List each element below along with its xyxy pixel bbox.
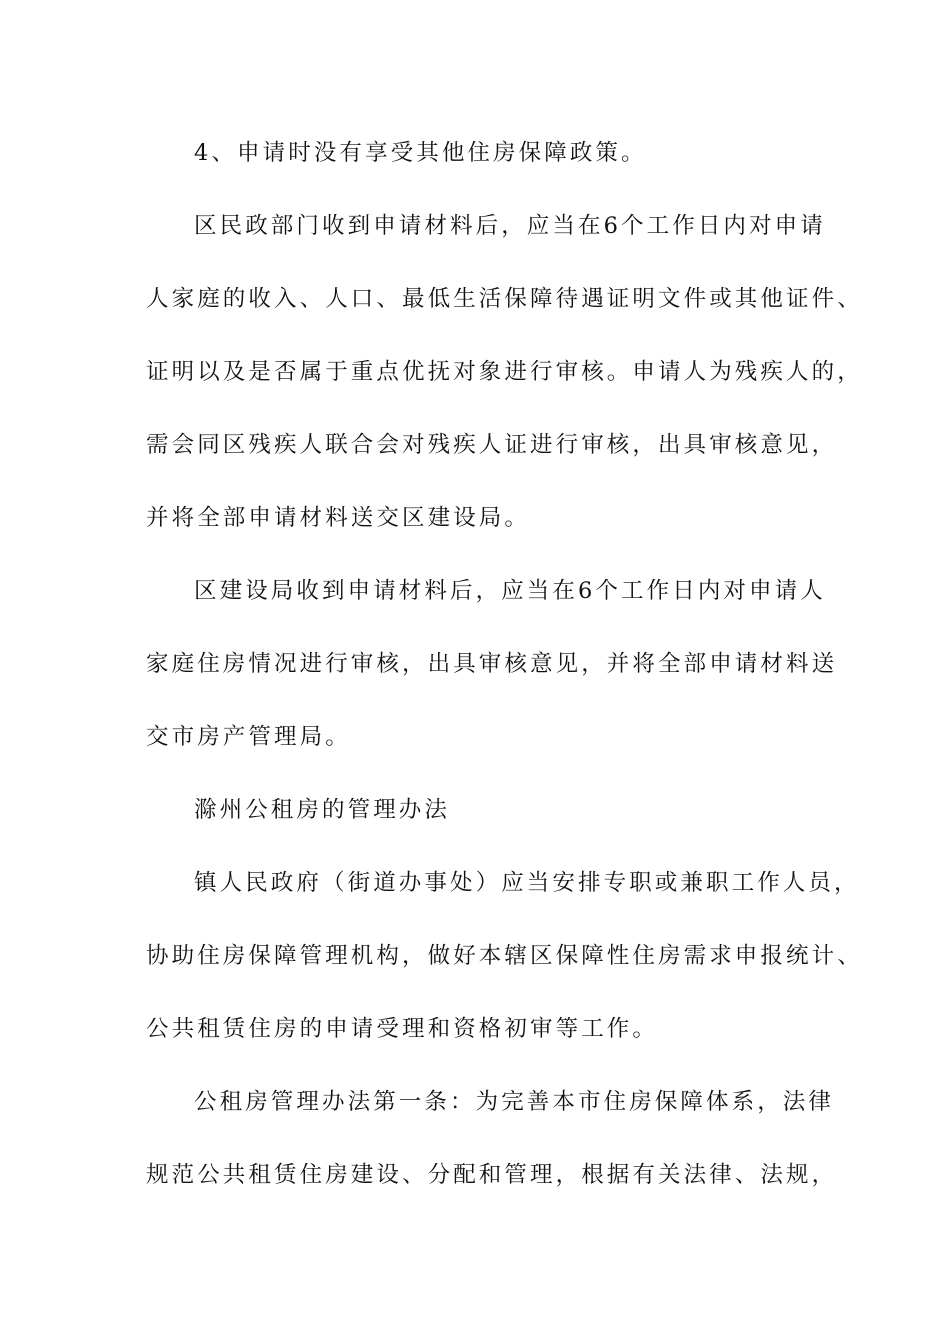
paragraph-civil-affairs-line-3: 证明以及是否属于重点优抚对象进行审核。申请人为残疾人的， xyxy=(146,359,863,385)
paragraph-town-government-line-1: 镇人民政府（街道办事处）应当安排专职或兼职工作人员， xyxy=(194,870,860,896)
paragraph-civil-affairs-line-1: 区民政部门收到申请材料后，应当在6个工作日内对申请 xyxy=(194,213,826,239)
paragraph-town-government-line-3: 公共租赁住房的申请受理和资格初审等工作。 xyxy=(146,1016,659,1042)
paragraph-article-1-line-1: 公租房管理办法第一条：为完善本市住房保障体系，法律 xyxy=(194,1089,835,1115)
paragraph-civil-affairs-line-2: 人家庭的收入、人口、最低生活保障待遇证明文件或其他证件、 xyxy=(146,286,863,312)
paragraph-article-1-line-2: 规范公共租赁住房建设、分配和管理，根据有关法律、法规， xyxy=(146,1162,838,1188)
paragraph-civil-affairs-line-5: 并将全部申请材料送交区建设局。 xyxy=(146,505,531,531)
section-heading: 滁州公租房的管理办法 xyxy=(194,797,451,823)
paragraph-condition-4: 4、申请时没有享受其他住房保障政策。 xyxy=(194,140,647,166)
paragraph-construction-line-1: 区建设局收到申请材料后，应当在6个工作日内对申请人 xyxy=(194,578,826,604)
paragraph-construction-line-2: 家庭住房情况进行审核，出具审核意见，并将全部申请材料送 xyxy=(146,651,838,677)
paragraph-town-government-line-2: 协助住房保障管理机构，做好本辖区保障性住房需求申报统计、 xyxy=(146,943,863,969)
paragraph-civil-affairs-line-4: 需会同区残疾人联合会对残疾人证进行审核，出具审核意见， xyxy=(146,432,838,458)
paragraph-construction-line-3: 交市房产管理局。 xyxy=(146,724,351,750)
